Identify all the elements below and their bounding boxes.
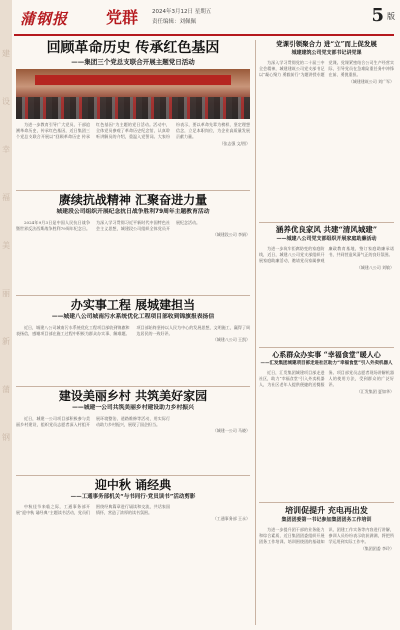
article-4-subtitle: ——城建一公司共筑美丽乡村建设助力乡村振兴: [72, 405, 194, 411]
sidebar-vertical-text: [1, 30, 11, 462]
article-6-body: 为深入学习贯彻党的二十届三中全会精神，城建建筑公司党支部书记以“凝心聚力 勇毅前行”为题讲授专题党课。党课紧密结合公司生产经营实际，引导党员在急难险重任务中冲锋在前、勇挑重担。: [259, 60, 394, 78]
article-2[interactable]: [16, 193, 250, 293]
article-3-byline: （城建八公司 王凯）: [212, 337, 250, 343]
article-separator: [259, 347, 394, 348]
article-7[interactable]: [259, 225, 394, 345]
article-1-subtitle: ——集团三个党总支联合开展主题党日活动: [71, 58, 195, 66]
article-separator: [16, 475, 250, 476]
sidebar-char: 美: [2, 241, 10, 250]
article-6-title: 党课引领聚合力 进“立”而上促发展: [276, 40, 377, 48]
article-2-body: 2024年9月3日是中国人民抗日战争暨世界反法西斯战争胜利79周年纪念日。为深入学习贯彻习近平新时代中国特色社会主义思想，城建段公司组织全体党员开展纪念活动。: [16, 220, 200, 232]
article-4-title: 建设美丽乡村 共筑美好家园: [58, 389, 208, 403]
article-6-subtitle: 城建建筑公司党支部书记讲党课: [291, 50, 362, 56]
article-9-subtitle: 集团团委第一书记参加集团团务工作培训: [281, 517, 372, 523]
article-2-title: 赓续抗战精神 汇聚奋进力量: [58, 193, 208, 207]
sidebar-char: 新: [2, 337, 10, 346]
article-7-subtitle: ——城建八公司党支部组织开展家庭助廉活动: [276, 236, 377, 242]
article-9-body: 为进一步提升团干部的业务能力和综合素质，近日集团团委组织开展团务工作培训。培训围绕团的基础知识、团建工作实务等内容进行讲解，参训人员纷纷表示收获满满，将把所学运用到实际工作中。: [259, 527, 394, 545]
sidebar-char: 钢: [2, 433, 10, 442]
article-4-byline: （城建一公司 马晓）: [212, 428, 250, 434]
article-1-body: 为进一步教育引导广大党员、干部追溯革命历史，传承红色基因，近日集团三个党总支联合开展以“回顾革命历史 传承红色基因”为主题的党日活动。活动中，全体党员参观了革命历史纪念馆，认真聆听讲解员的介绍，重温入党誓词。大家纷纷表示，要以革命先辈为榜样，坚定理想信念，立足本职岗位，为企业高质量发展贡献力量。: [16, 122, 250, 140]
article-separator: [16, 190, 250, 191]
article-5-body: 中秋佳节来临之际，工通事务部开展“迎中秋 诵经典”主题读书活动，党员们围绕经典篇章进行诵读和交流，共话家国情怀，营造了浓厚的读书氛围。: [16, 504, 170, 516]
article-4[interactable]: [16, 389, 250, 473]
article-2-byline: （城建段公司 李娟）: [212, 232, 250, 238]
article-9-title: 培训促提升 充电再出发: [285, 505, 368, 515]
left-decorative-strip: [0, 0, 12, 630]
article-4-body: 近日，城建一公司项目部积极参与美丽乡村建设，组织党员志愿者深入村组开展环境整治、道路维修等活动，用实际行动助力乡村振兴，展现了国企担当。: [16, 416, 170, 428]
header-rule: [14, 34, 394, 36]
article-3-title: 办实事工程 展城建担当: [70, 298, 196, 312]
page-unit: 版: [387, 12, 395, 21]
article-9[interactable]: [259, 505, 394, 626]
photo-banner: [35, 75, 232, 85]
article-6[interactable]: [259, 40, 394, 220]
article-1-photo: [16, 69, 250, 119]
sidebar-char: 福: [2, 193, 10, 202]
page-header: [14, 0, 398, 36]
photo-crowd: [16, 97, 250, 120]
article-3-body: 近日，城建八公司城南污水系统优化工程项目部收到锦旗和表扬信，感谢项目部在施工过程中积极为群众办实事、解难题。项目部始终坚持以人民为中心的发展思想，文明施工，赢得了周边居民的一致好评。: [16, 325, 250, 337]
sidebar-char: 蒲: [2, 385, 10, 394]
article-1-title: 回顾革命历史 传承红色基因: [46, 40, 220, 56]
section-title: 党群: [106, 8, 139, 27]
article-5[interactable]: [16, 478, 250, 626]
article-separator: [16, 386, 250, 387]
article-3-subtitle: ——城建八公司城南污水系统优化工程项目部收到锦旗报表扬信: [51, 314, 215, 320]
sidebar-char: 幸: [2, 145, 10, 154]
article-separator: [16, 295, 250, 296]
editor-credit: 责任编辑：刘佩佩: [152, 19, 197, 25]
article-separator: [259, 222, 394, 223]
article-1-byline: （张志强 文/图）: [219, 140, 250, 146]
article-7-body: 为进一步筑牢拒腐防变的家庭防线，近日，城建八公司党支部组织开展家庭助廉活动，邀请党员家属参观廉政教育基地，签订家庭助廉承诺书，共同营造风清气正的良好氛围。: [259, 246, 394, 264]
article-5-subtitle: ——工通事务部机关“与书同行·党员读书”活动剪影: [70, 494, 196, 500]
article-2-subtitle: 城建段公司组织开展纪念抗日战争胜利79周年主题教育活动: [56, 209, 210, 215]
issue-date: 2024年3月12日 星期五: [152, 9, 212, 15]
article-1[interactable]: [16, 40, 250, 188]
sidebar-char: 设: [2, 97, 10, 106]
article-8-byline: （汇发集团 夏如华）: [356, 388, 394, 394]
article-8-subtitle: ——汇发集团城建项目部走进社区助力“幸福食堂”引入外卖机器人: [260, 361, 393, 366]
article-8[interactable]: [259, 350, 394, 500]
sidebar-char: 建: [2, 49, 10, 58]
article-7-title: 涵养优良家风 共建“清风城建”: [275, 225, 378, 234]
article-6-byline: （城建建筑公司 刘广军）: [348, 78, 394, 84]
column-divider: [255, 40, 256, 625]
article-5-byline: （工通事务部 王永）: [212, 516, 250, 522]
article-5-title: 迎中秋 诵经典: [94, 478, 172, 492]
article-separator: [259, 502, 394, 503]
masthead-logo: 蒲钢报: [20, 10, 69, 28]
article-3[interactable]: [16, 298, 250, 384]
sidebar-char: 丽: [2, 289, 10, 298]
page-number: 5: [371, 5, 384, 26]
article-8-body: 近日，汇发集团城建项目部走进社区，助力“幸福食堂”引入外卖机器人，为社区老年人提供便捷的送餐服务。项目部党员志愿者现场讲解机器人的使用方法，受到群众的广泛好评。: [259, 370, 394, 388]
article-7-byline: （城建八公司 刘敏）: [356, 264, 394, 270]
article-8-title: 心系群众办实事 “幸福食堂”暖人心: [272, 350, 381, 359]
article-9-byline: （集团团委 李玲）: [360, 545, 394, 551]
